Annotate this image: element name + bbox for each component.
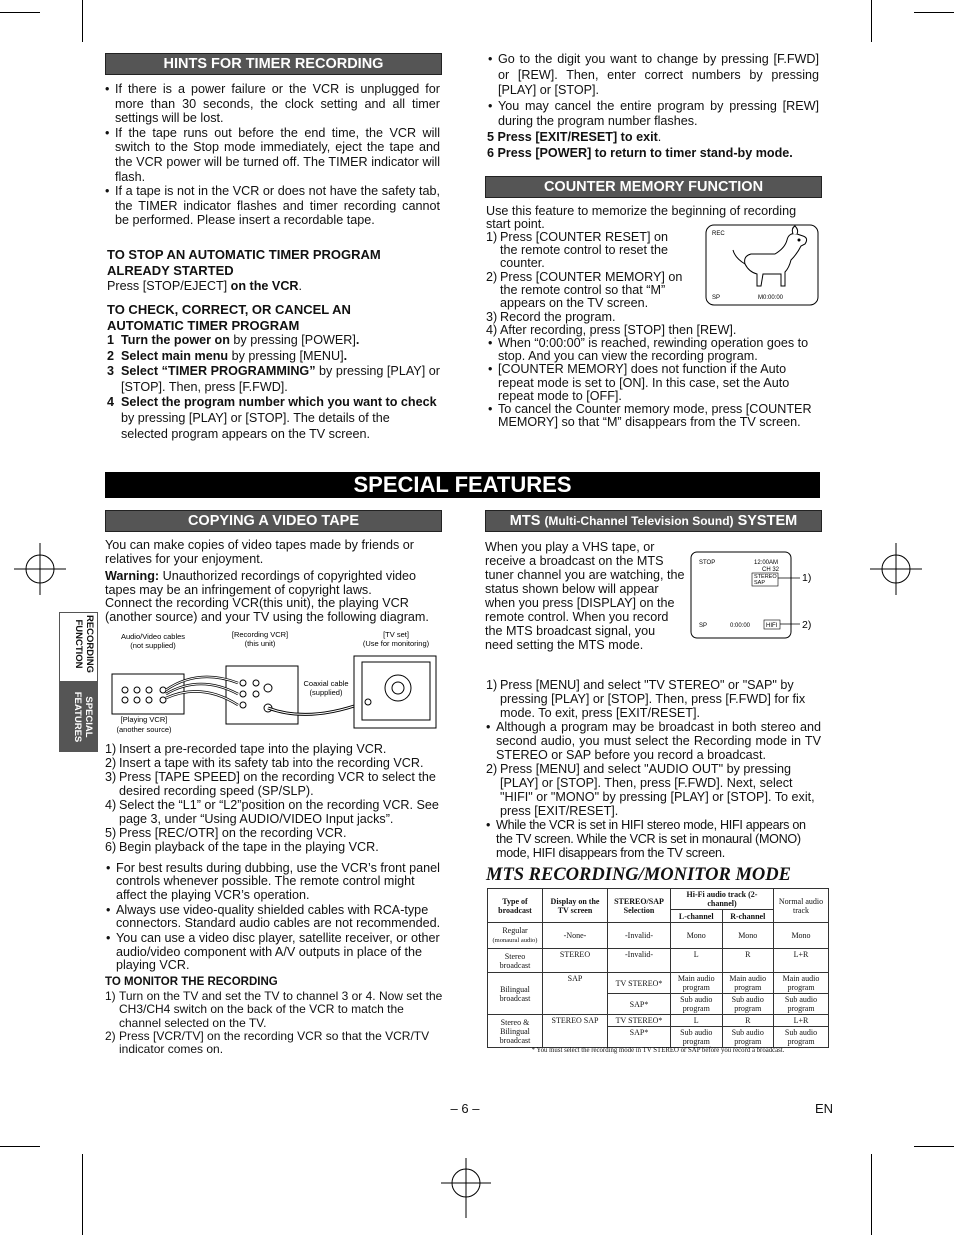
table-cell: L: [671, 1015, 723, 1027]
screen-counter-label: M0:00:00: [758, 295, 784, 301]
copy-steps: [105, 742, 443, 854]
check-steps: [107, 333, 440, 442]
label-playing-vcr-note: (another source): [116, 725, 172, 734]
screen-counter-label: 0:00:00: [730, 623, 751, 629]
mts-tv-screen: [690, 551, 820, 639]
list-item: • Go to the digit you want to change by pressing [F.FWD] or [REW]. Then, enter correct numbers by pressing [PLAY] or [STOP].: [488, 52, 819, 99]
crop-mark: [0, 1146, 40, 1147]
label-tv: [TV set]: [383, 630, 409, 639]
crop-mark: [871, 1154, 872, 1235]
mts-title-c: SYSTEM: [737, 513, 798, 529]
list-item: [105, 1030, 443, 1057]
step-bold: Select “TIMER PROGRAMMING”: [121, 364, 316, 379]
table-cell: Main audio program: [671, 973, 723, 994]
side-tab-special-label: SPECIAL FEATURES: [72, 691, 94, 743]
table-cell: L+R: [774, 1015, 829, 1027]
list-item: • If a tape is not in the VCR or does not have the safety tab, the TIMER indicator flashes and timer recording cannot be performed. Please insert a recordable tape.: [105, 184, 440, 228]
label-recording-vcr-note: (this unit): [244, 639, 276, 648]
screen-time-label: 12:00AM: [754, 560, 779, 566]
step-text: Select the “L1” or “L2”position on the recording VCR. See page 3, under “Using AUDIO/VIDEO Input jacks”.: [119, 798, 439, 826]
list-item: [107, 349, 440, 365]
mts-mode-title: MTS RECORDING/MONITOR MODE: [486, 865, 791, 885]
stop-text: [107, 279, 427, 294]
step-text: Insert a pre-recorded tape into the playing VCR.: [119, 742, 387, 756]
table-cell: Stereo & Bilingual broadcast: [488, 1015, 543, 1048]
mts-steps: [486, 678, 821, 860]
list-item: [105, 742, 443, 756]
registration-mark-left: [14, 543, 66, 595]
list-item: • When “0:00:00” is reached, rewinding operation goes to stop. And you can view the recording program.: [488, 337, 818, 363]
table-row: [488, 1015, 829, 1027]
counter-steps-b: [486, 311, 818, 337]
side-tab: [59, 612, 98, 752]
list-item: • Always use video-quality shielded cables with RCA-type connectors. Standard audio cables are not recommended.: [106, 904, 444, 931]
side-tab-recording-label: RECORDING FUNCTION: [73, 614, 95, 674]
step-number: 3): [486, 310, 498, 324]
language-code: EN: [815, 1101, 834, 1116]
screen-stop-label: STOP: [699, 560, 716, 566]
step-number: 2): [105, 756, 117, 770]
right-top-list: [488, 52, 819, 130]
mts-intro: When you play a VHS tape, or receive a broadcast on the MTS tuner channel you are watching, the status shown below will appear when you press [DISPLAY] on the remote control. When you record the MTS broadcast signal, you need setting the MTS mode.: [485, 540, 685, 652]
step-number: 2: [107, 348, 115, 363]
counter-steps-a: [486, 231, 686, 310]
table-cell: Mono: [671, 923, 723, 949]
step-end: .: [343, 348, 348, 363]
table-cell: Mono: [722, 923, 774, 949]
step-text: After recording, press [STOP] then [REW].: [500, 323, 737, 338]
list-item: • You may cancel the entire program by pressing [REW] during the program number flashes.: [488, 99, 819, 130]
table-cell: STEREO SAP: [543, 1015, 608, 1048]
list-item: • You can use a video disc player, satellite receiver, or other audio/video component with A/V outputs in place of the playing VCR.: [106, 932, 444, 972]
step-number: 3: [107, 364, 115, 379]
warning-text: Unauthorized recordings of copyrighted video tapes may be an infringement of copyright laws.: [105, 569, 417, 597]
step-number: 6): [105, 840, 117, 854]
step-number: 1): [105, 742, 117, 756]
list-item: [105, 840, 443, 854]
table-header: Type of broadcast: [488, 889, 543, 923]
step-text: While the VCR is set in HIFI stereo mode, HIFI appears on the TV screen. While the VCR is set in monaural (MONO) mode, HIFI disappears from the TV screen.: [496, 818, 806, 860]
table-cell: Sub audio program: [671, 1027, 723, 1048]
mts-title-a: MTS: [509, 513, 541, 529]
screen-sp-label: SP: [699, 623, 708, 629]
table-cell: L+R: [774, 949, 829, 973]
mts-table: [487, 888, 829, 1048]
crop-mark: [914, 12, 954, 13]
step-bold: Select the program number which you want to check: [121, 395, 437, 410]
step-5-text: 5 Press [EXIT/RESET] to exit: [487, 130, 658, 144]
table-cell: SAP*: [608, 994, 671, 1015]
table-row: [488, 923, 829, 949]
table-header: Hi-Fi audio track (2-channel): [671, 889, 774, 910]
table-cell: TV STEREO*: [608, 973, 671, 994]
step-text: Insert a tape with its safety tab into the recording VCR.: [119, 756, 424, 770]
tv-body: [354, 656, 436, 728]
step-number: 3): [105, 770, 117, 784]
step-text: by pressing [MENU]: [228, 348, 344, 363]
callout-2: 2): [802, 619, 812, 631]
list-item: [486, 720, 821, 762]
step-text: Begin playback of the tape in the playing VCR.: [119, 840, 379, 854]
page-number: – 6 –: [450, 1101, 480, 1116]
stop-text-bold: on the VCR: [230, 279, 299, 293]
step-number: 1: [107, 333, 115, 347]
list-item: [107, 333, 440, 349]
table-cell: Bilingual broadcast: [488, 973, 543, 1015]
table-row: [488, 949, 829, 973]
label-recording-vcr: [Recording VCR]: [231, 630, 289, 639]
step-text: Press [MENU] and select "AUDIO OUT" by pressing [PLAY] or [STOP]. Then, press [F.FWD]. Next, select "HIFI" or "MONO" by pressing [PLAY] or [STOP]. To exit, press [EXIT/RESET].: [500, 762, 815, 818]
table-cell: Stereo broadcast: [488, 949, 543, 973]
table-cell: Main audio program: [722, 973, 774, 994]
stop-text-end: .: [298, 279, 303, 293]
screen-stereo-label: STEREO: [754, 574, 777, 580]
recording-vcr-body: [226, 666, 298, 724]
step-text: by pressing [PLAY] or [STOP]. The details of the selected program appears on the TV screen.: [121, 410, 390, 441]
bullet: •: [486, 818, 491, 832]
list-item: • If the tape runs out before the end time, the VCR will switch to the Stop mode immediately, eject the tape and the VCR power will be turned off. The TIMER indicator will flash.: [105, 126, 440, 184]
hints-title: HINTS FOR TIMER RECORDING: [105, 53, 442, 75]
special-features-title: SPECIAL FEATURES: [105, 472, 820, 498]
label-coax: Coaxial cable: [303, 679, 349, 688]
counter-title: COUNTER MEMORY FUNCTION: [485, 176, 822, 198]
hints-list: [105, 82, 440, 228]
table-cell: Sub audio program: [774, 994, 829, 1015]
mts-title: [485, 510, 822, 532]
table-cell: SAP*: [608, 1027, 671, 1048]
label-cables-note: (not supplied): [130, 641, 176, 650]
step-number: 4: [107, 395, 115, 410]
step-end: .: [355, 333, 360, 347]
step-bold: Turn the power on: [121, 333, 230, 347]
step-bold: Select main menu: [121, 348, 229, 363]
table-subheader: L-channel: [671, 910, 723, 923]
table-cell: R: [722, 949, 774, 973]
step-number: 2): [105, 1028, 116, 1043]
step-text: Press [COUNTER RESET] on the remote control to reset the counter.: [500, 230, 669, 271]
label-cables: Audio/Video cables: [120, 632, 186, 641]
table-subheader: R-channel: [722, 910, 774, 923]
table-cell: Main audio program: [774, 973, 829, 994]
mts-title-b: (Multi-Channel Television Sound): [544, 514, 734, 528]
screen-rec-label: REC: [712, 231, 725, 237]
step-text: Turn on the TV and set the TV to channel 3 or 4. Now set the CH3/CH4 switch on the back of the VCR to match the channel selected on the TV.: [119, 989, 443, 1030]
list-item: [107, 395, 440, 442]
copy-connect: Connect the recording VCR(this unit), the playing VCR (another source) and your TV using the following diagram.: [105, 596, 429, 624]
table-row: [488, 973, 829, 994]
screen-hifi-label: HIFI: [766, 623, 778, 629]
step-5: [487, 130, 818, 145]
step-number: 1): [486, 678, 498, 692]
list-item: [105, 990, 443, 1030]
step-text: Record the program.: [500, 310, 616, 324]
step-text: Press [VCR/TV] on the recording VCR so that the VCR/TV indicator comes on.: [119, 1028, 430, 1057]
list-item: [105, 770, 443, 798]
list-item: [486, 271, 686, 311]
cell-text: (monaural audio): [492, 937, 538, 944]
check-heading: TO CHECK, CORRECT, OR CANCEL AN AUTOMATIC TIMER PROGRAM: [107, 302, 351, 333]
label-playing-vcr: [Playing VCR]: [120, 715, 168, 724]
step-text: Press [MENU] and select "TV STEREO" or "SAP" by pressing [PLAY] or [STOP]. Then, press [F.FWD] for fix mode. To exit, press [EXIT/RESET].: [500, 678, 806, 720]
step-text: Although a program may be broadcast in both stereo and second audio, you must select the Recording mode in TV STEREO or SAP before you record a broadcast.: [496, 720, 821, 762]
step-text: by pressing [POWER]: [229, 333, 356, 347]
cell-text: Regular: [502, 926, 528, 935]
list-item: [105, 798, 443, 826]
crop-mark: [0, 12, 40, 13]
stop-heading: TO STOP AN AUTOMATIC TIMER PROGRAM ALREADY STARTED: [107, 247, 381, 278]
counter-tv-screen: [705, 224, 819, 306]
stop-text-main: Press [STOP/EJECT]: [107, 279, 228, 293]
table-cell: -None-: [543, 923, 608, 949]
step-number: 1): [486, 230, 498, 244]
list-item: • If there is a power failure or the VCR is unplugged for more than 30 seconds, the clock setting and all timer settings will be lost.: [105, 82, 440, 126]
table-cell: R: [722, 1015, 774, 1027]
label-coax-note: (supplied): [309, 688, 343, 697]
table-cell: Sub audio program: [774, 1027, 829, 1048]
connection-diagram: [108, 628, 448, 740]
monitor-heading: TO MONITOR THE RECORDING: [105, 976, 278, 988]
table-cell: Mono: [774, 923, 829, 949]
copy-warning: [105, 570, 440, 597]
step-number: 5): [105, 826, 117, 840]
step-6: 6 Press [POWER] to return to timer stand-by mode.: [487, 146, 793, 160]
side-tab-recording: [59, 612, 98, 682]
warning-label: Warning:: [105, 569, 160, 583]
table-header: Display on the TV screen: [543, 889, 608, 923]
callout-1: 1): [802, 572, 812, 584]
list-item: [486, 678, 821, 720]
counter-notes: [488, 337, 818, 429]
table-cell: L: [671, 949, 723, 973]
registration-mark-bottom: [441, 1158, 491, 1218]
crop-mark: [914, 1146, 954, 1147]
table-cell: -Invalid-: [608, 923, 671, 949]
step-number: 4): [486, 323, 498, 338]
crop-mark: [871, 0, 872, 42]
table-cell: Sub audio program: [722, 1027, 774, 1048]
bullet: •: [486, 720, 491, 734]
table-cell: Sub audio program: [722, 994, 774, 1015]
list-item: • To cancel the Counter memory mode, press [COUNTER MEMORY] so that “M” disappears from the TV screen.: [488, 403, 818, 429]
table-cell: -Invalid-: [608, 949, 671, 973]
counter-intro: Use this feature to memorize the beginning of recording start point.: [486, 204, 797, 232]
step-5-end: .: [657, 130, 662, 144]
list-item: [486, 231, 686, 271]
screen-sp-label: SP: [712, 295, 721, 301]
side-tab-special: [59, 682, 98, 752]
step-number: 1): [105, 989, 116, 1003]
step-number: 2): [486, 269, 498, 284]
list-item: [486, 818, 821, 860]
step-text: Press [REC/OTR] on the recording VCR.: [119, 826, 347, 840]
copy-intro: You can make copies of video tapes made by friends or relatives for your enjoyment.: [105, 538, 414, 566]
step-text: by pressing [PLAY] or [STOP]. Then, press [F.FWD].: [121, 364, 440, 394]
crop-mark: [82, 1154, 83, 1235]
step-number: 4): [105, 798, 117, 812]
crop-mark: [82, 0, 83, 42]
list-item: [486, 762, 821, 818]
table-cell: Sub audio program: [671, 994, 723, 1015]
label-tv-note: (Use for monitoring): [362, 639, 430, 648]
step-text: Press [TAPE SPEED] on the recording VCR to select the desired recording speed (SP/SLP).: [119, 770, 436, 798]
registration-mark-right: [870, 543, 922, 595]
copy-title: COPYING A VIDEO TAPE: [105, 510, 442, 532]
mts-footnote: * You must select the recording mode in TV STEREO or SAP before you record a broadcast.: [531, 1047, 785, 1054]
screen-sap-label: SAP: [754, 580, 766, 586]
step-number: 2): [486, 762, 498, 776]
copy-notes: [106, 862, 444, 972]
screen-ch-label: CH 32: [762, 567, 780, 573]
step-text: Press [COUNTER MEMORY] on the remote control so that “M” appears on the TV screen.: [500, 269, 683, 311]
table-cell: [488, 923, 543, 949]
list-item: [105, 826, 443, 840]
list-item: [107, 364, 440, 395]
table-cell: STEREO: [543, 949, 608, 973]
table-cell: SAP: [543, 973, 608, 1015]
table-header: Normal audio track: [774, 889, 829, 923]
list-item: • [COUNTER MEMORY] does not function if the Auto repeat mode is set to [ON]. In this case, set the Auto repeat mode to [OFF].: [488, 363, 818, 403]
monitor-steps: [105, 990, 443, 1056]
table-cell: TV STEREO*: [608, 1015, 671, 1027]
table-header: STEREO/SAP Selection: [608, 889, 671, 923]
list-item: [105, 756, 443, 770]
table-row: [488, 889, 829, 910]
list-item: • For best results during dubbing, use the VCR’s front panel controls whenever possible. The remote control might affect the playing VCR’s operation.: [106, 862, 444, 902]
